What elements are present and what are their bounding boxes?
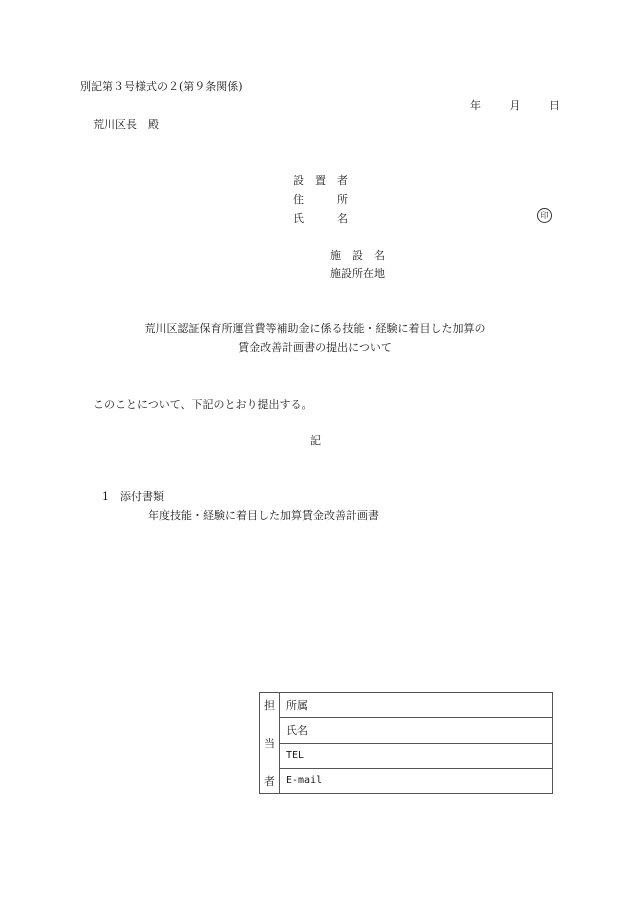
ki-heading: 記 [310,434,321,447]
email-field[interactable]: E-mail [280,768,553,793]
affiliation-field[interactable]: 所属 [280,693,553,718]
date-month-label: 月 [509,99,521,112]
body-text: このことについて、下記のとおり提出する。 [93,398,313,411]
contact-table [259,692,553,794]
attachment-item: 年度技能・経験に着目した加算賃金改善計画書 [148,509,379,522]
table-row [260,693,553,718]
date-day-label: 日 [549,99,560,112]
document-title-line1: 荒川区認証保育所運営費等補助金に係る技能・経験に着目した加算の [144,322,486,335]
contact-name-field[interactable]: 氏名 [280,718,553,743]
facility-name-label: 施 設 名 [330,249,385,262]
facility-location-label: 施設所在地 [330,267,385,280]
side-char: 担 [264,699,275,712]
table-row [260,743,553,768]
side-char: 当 [264,737,275,750]
date-year-label: 年 [470,99,481,112]
tel-field[interactable]: TEL [280,743,553,768]
form-header: 別記第３号様式の２(第９条関係) [80,80,243,93]
founder-label: 設 置 者 [293,174,348,187]
table-row [260,718,553,743]
date-line [470,99,560,113]
attachments-heading: 1 添付書類 [102,490,164,503]
table-row [260,768,553,793]
side-char: 者 [264,775,275,788]
name-label: 氏 名 [293,212,348,225]
addressee: 荒川区長 殿 [93,118,159,131]
document-title-line2: 賃金改善計画書の提出について [238,341,392,354]
contact-person-label [260,693,280,794]
seal-icon: 印 [537,208,552,223]
address-label: 住 所 [293,193,348,206]
